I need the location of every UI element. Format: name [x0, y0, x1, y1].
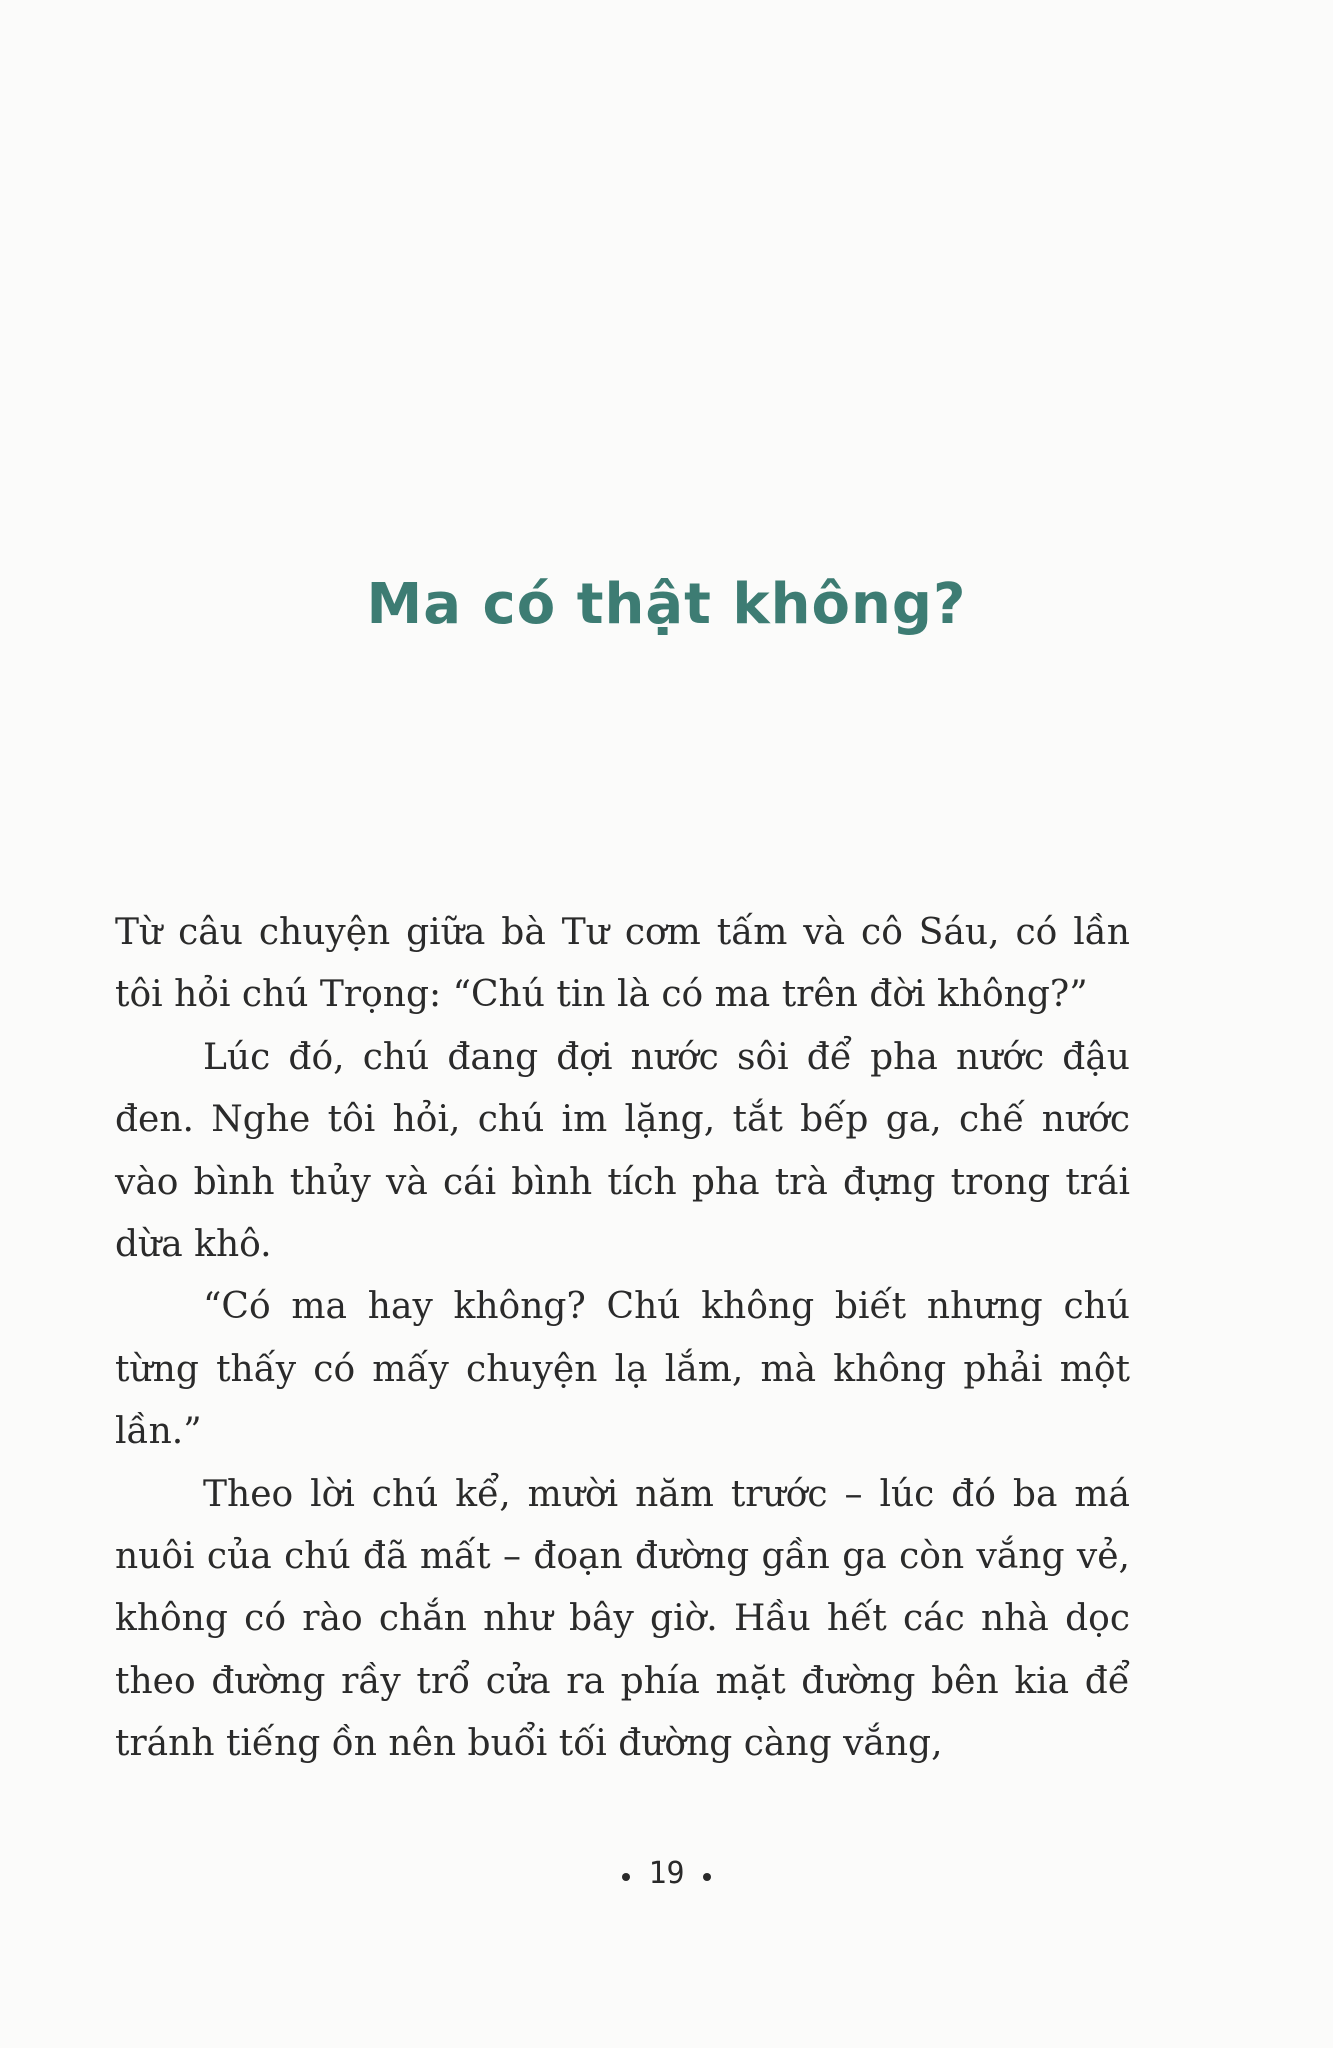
paragraph: “Có ma hay không? Chú không biết nhưng chú từng thấy có mấy chuyện lạ lắm, mà không phải một lần.”: [115, 1286, 1130, 1453]
page-number-footer: [0, 1856, 1333, 1891]
bullet-dot-icon: [703, 1873, 711, 1881]
paragraph: Theo lời chú kể, mười năm trước – lúc đó ba má nuôi của chú đã mất – đoạn đường gần ga còn vắng vẻ, không có rào chắn như bây giờ. Hầu hết các nhà dọc theo đường rầy trổ cửa ra phía mặt đường bên kia để tránh tiếng ồn nên buổi tối đường càng vắng,: [115, 1473, 1130, 1765]
bullet-dot-icon: [622, 1873, 630, 1881]
page-number: 19: [648, 1856, 685, 1891]
body-text: [115, 902, 1130, 1776]
paragraph: Lúc đó, chú đang đợi nước sôi để pha nước đậu đen. Nghe tôi hỏi, chú im lặng, tắt bếp ga, chế nước vào bình thủy và cái bình tích pha trà đựng trong trái dừa khô.: [115, 1036, 1130, 1266]
paragraph: Từ câu chuyện giữa bà Tư cơm tấm và cô Sáu, có lần tôi hỏi chú Trọng: “Chú tin là có ma trên đời không?”: [115, 912, 1130, 1016]
chapter-title: Ma có thật không?: [366, 572, 967, 637]
